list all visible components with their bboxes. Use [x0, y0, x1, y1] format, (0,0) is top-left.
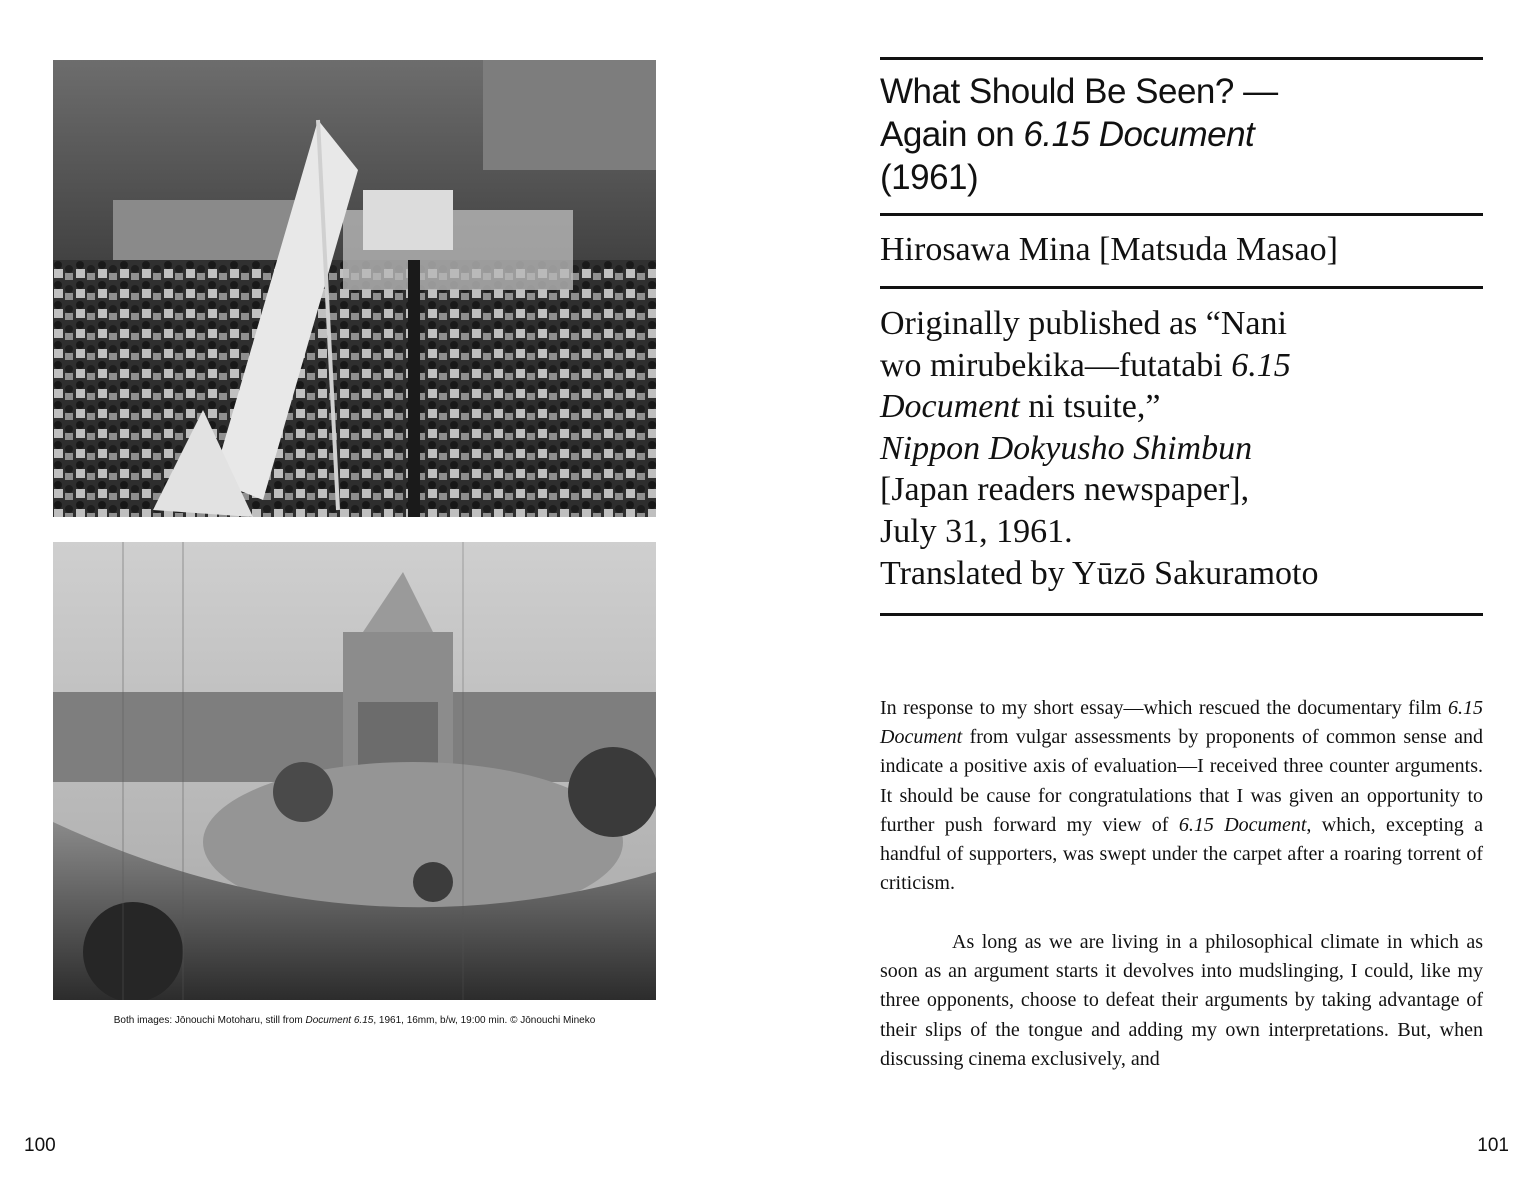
caption-suffix: , 1961, 16mm, b/w, 19:00 min. © Jōnouchi Mineko: [373, 1015, 596, 1026]
rule-after-publication: [880, 613, 1483, 616]
para1-part-1: In response to my short essay—which rescued the documentary film: [880, 697, 1448, 719]
page-number-left: 100: [24, 1135, 56, 1156]
caption-film-title: Document 6.15: [305, 1015, 374, 1026]
title-line-1: What Should Be Seen? —: [880, 72, 1278, 111]
rule-after-author: [880, 286, 1483, 289]
pub-date: July 31, 1961.: [880, 512, 1073, 550]
pub-line-3-italic: Document: [880, 388, 1020, 426]
protest-crowd-photo: [53, 60, 656, 517]
pub-line-2: wo mirubekika—futatabi: [880, 346, 1232, 384]
pub-translator: Translated by Yūzō Sakuramoto: [880, 554, 1319, 592]
caption-prefix: Both images: Jōnouchi Motoharu, still from: [113, 1015, 306, 1026]
pub-line-1: Originally published as “Nani: [880, 305, 1287, 342]
para1-part-2: from vulgar assessments by proponents of common sense and indicate a positive axis of evaluation—I received three counter arguments. It should be cause for congratulations that I was given an opportunity to further push forward my view of: [880, 726, 1483, 836]
author-name: Hirosawa Mina [Matsuda Masao]: [880, 231, 1338, 268]
rule-top: [880, 57, 1483, 60]
photo-caption: [53, 1015, 656, 1026]
para1-italic-2: 6.15 Document: [1178, 813, 1307, 836]
body-paragraph-2: As long as we are living in a philosophical climate in which as soon as an argument starts it devolves into mudslinging, I could, like my three opponents, choose to defeat their arguments by taking advantage of their slips of the tongue and adding my own interpretations. But, when discussing cinema exclusively, and: [880, 931, 1483, 1070]
para1-italic-1: 6.15 Document: [880, 697, 1483, 749]
pub-line-2-italic: 6.15: [1231, 346, 1291, 384]
diet-building-photo: [53, 542, 656, 1000]
pub-line-3: ni tsuite,”: [1019, 388, 1161, 426]
publication-info: [880, 303, 1483, 594]
title-line-3: (1961): [880, 158, 979, 197]
rule-after-title: [880, 213, 1483, 216]
essay-title: [880, 70, 1483, 199]
page-number-right: 101: [1477, 1135, 1509, 1156]
para1-part-3: , which, excepting a handful of supporters, was swept under the carpet after a roaring torrent of criticism.: [880, 813, 1484, 895]
pub-line-5: [Japan readers newspaper],: [880, 471, 1250, 509]
title-film-italic: 6.15 Document: [1023, 115, 1255, 154]
title-line-2-prefix: Again on: [880, 115, 1024, 154]
body-paragraph-1: [880, 694, 1483, 898]
pub-newspaper-italic: Nippon Dokyusho Shimbun: [880, 429, 1253, 467]
